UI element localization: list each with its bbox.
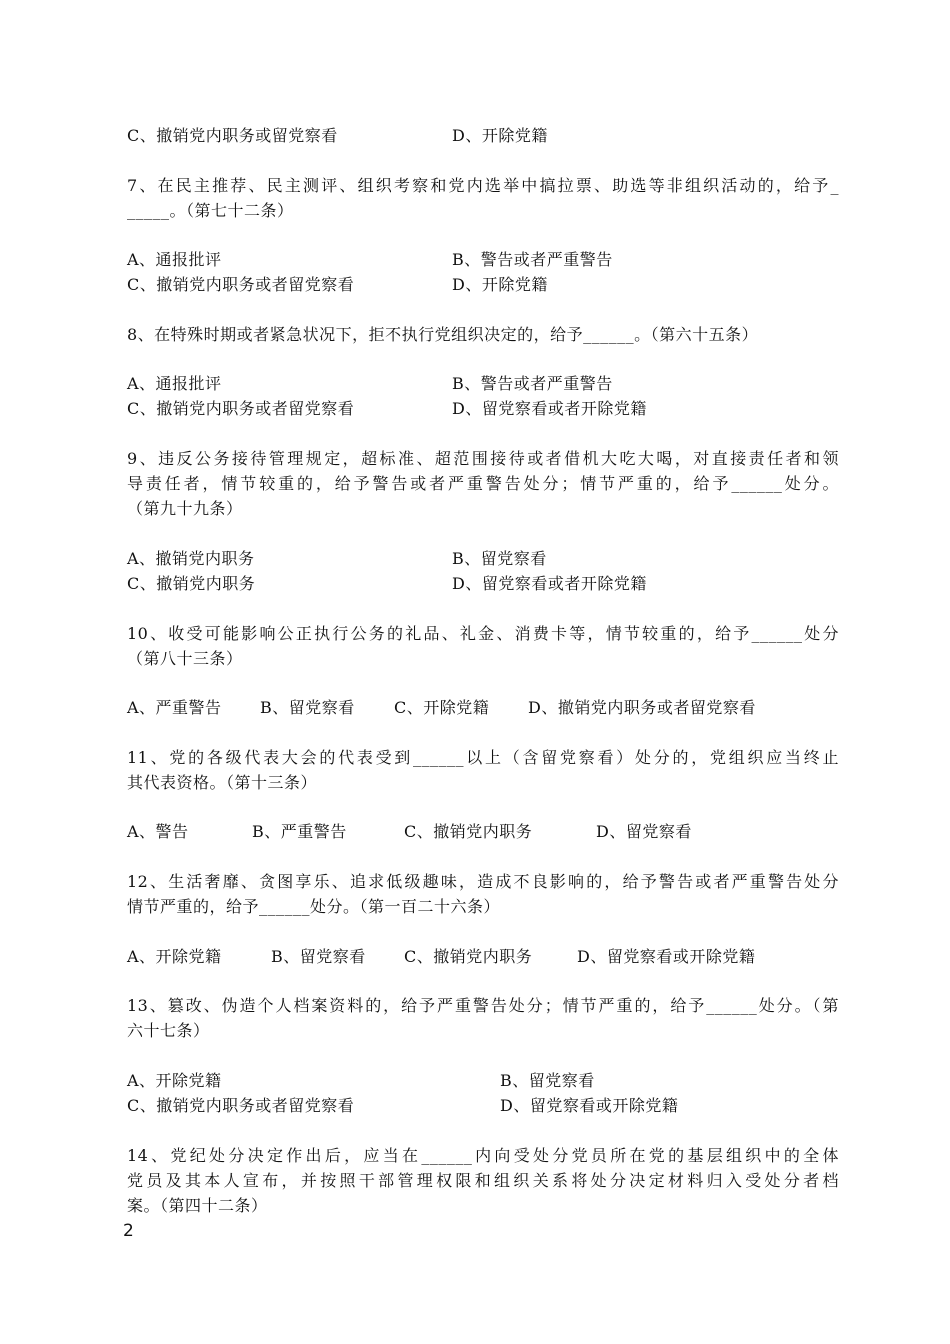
q13-option-c: C、撤销党内职务或者留党察看	[127, 1096, 355, 1115]
q10-option-a: A、严重警告	[127, 698, 222, 717]
q13-question-line2: 六十七条）	[127, 1021, 210, 1040]
q7-option-a: A、通报批评	[127, 250, 222, 269]
q8-option-b: B、警告或者严重警告	[452, 374, 613, 393]
q12-option-d: D、留党察看或开除党籍	[577, 947, 756, 966]
q12-option-b: B、留党察看	[271, 947, 366, 966]
q7-option-c: C、撤销党内职务或者留党察看	[127, 275, 355, 294]
q12-option-c: C、撤销党内职务	[404, 947, 533, 966]
q13-option-a: A、开除党籍	[127, 1071, 222, 1090]
q6-option-d: D、开除党籍	[452, 126, 548, 145]
q13-question-line1: 13、篡改、伪造个人档案资料的，给予严重警告处分；情节严重的，给予______处分。（第	[127, 996, 839, 1015]
q7-question-line1: 7、在民主推荐、民主测评、组织考察和党内选举中搞拉票、助选等非组织活动的，给予_	[127, 176, 839, 195]
q9-question-line2: 导责任者，情节较重的，给予警告或者严重警告处分；情节严重的，给予______处分。	[127, 474, 839, 493]
q11-option-a: A、警告	[127, 822, 189, 841]
q6-option-c: C、撤销党内职务或留党察看	[127, 126, 338, 145]
q7-question-line2: _____。（第七十二条）	[127, 201, 294, 220]
q11-option-d: D、留党察看	[596, 822, 692, 841]
q9-question-line3: （第九十九条）	[127, 499, 243, 518]
q11-question-line2: 其代表资格。（第十三条）	[127, 773, 318, 792]
q14-question-line3: 案。（第四十二条）	[127, 1196, 268, 1215]
q7-option-d: D、开除党籍	[452, 275, 548, 294]
q10-option-c: C、开除党籍	[394, 698, 490, 717]
q12-question-line1: 12、生活奢靡、贪图享乐、追求低级趣味，造成不良影响的，给予警告或者严重警告处分	[127, 872, 839, 891]
q8-option-d: D、留党察看或者开除党籍	[452, 399, 647, 418]
q9-option-d: D、留党察看或者开除党籍	[452, 574, 647, 593]
q10-option-b: B、留党察看	[260, 698, 355, 717]
q12-option-a: A、开除党籍	[127, 947, 222, 966]
q9-question-line1: 9、违反公务接待管理规定，超标准、超范围接待或者借机大吃大喝，对直接责任者和领	[127, 449, 839, 468]
q7-option-b: B、警告或者严重警告	[452, 250, 613, 269]
q9-option-a: A、撤销党内职务	[127, 549, 255, 568]
q11-option-b: B、严重警告	[252, 822, 347, 841]
q13-option-d: D、留党察看或开除党籍	[500, 1096, 679, 1115]
q9-option-c: C、撤销党内职务	[127, 574, 256, 593]
q14-question-line1: 14、党纪处分决定作出后，应当在______内向受处分党员所在党的基层组织中的全体	[127, 1146, 839, 1165]
q13-option-b: B、留党察看	[500, 1071, 595, 1090]
q10-option-d: D、撤销党内职务或者留党察看	[528, 698, 756, 717]
q9-option-b: B、留党察看	[452, 549, 547, 568]
q8-option-c: C、撤销党内职务或者留党察看	[127, 399, 355, 418]
q10-question-line2: （第八十三条）	[127, 649, 243, 668]
q12-question-line2: 情节严重的，给予______处分。（第一百二十六条）	[127, 897, 501, 916]
q8-question-line1: 8、在特殊时期或者紧急状况下，拒不执行党组织决定的，给予______。（第六十五条）	[127, 325, 759, 344]
q10-question-line1: 10、收受可能影响公正执行公务的礼品、礼金、消费卡等，情节较重的，给予______处分	[127, 624, 839, 643]
q14-question-line2: 党员及其本人宣布，并按照干部管理权限和组织关系将处分决定材料归入受处分者档	[127, 1171, 839, 1190]
page-number: 2	[123, 1221, 134, 1241]
q11-option-c: C、撤销党内职务	[404, 822, 533, 841]
q11-question-line1: 11、党的各级代表大会的代表受到______以上（含留党察看）处分的，党组织应当终止	[127, 748, 839, 767]
q8-option-a: A、通报批评	[127, 374, 222, 393]
